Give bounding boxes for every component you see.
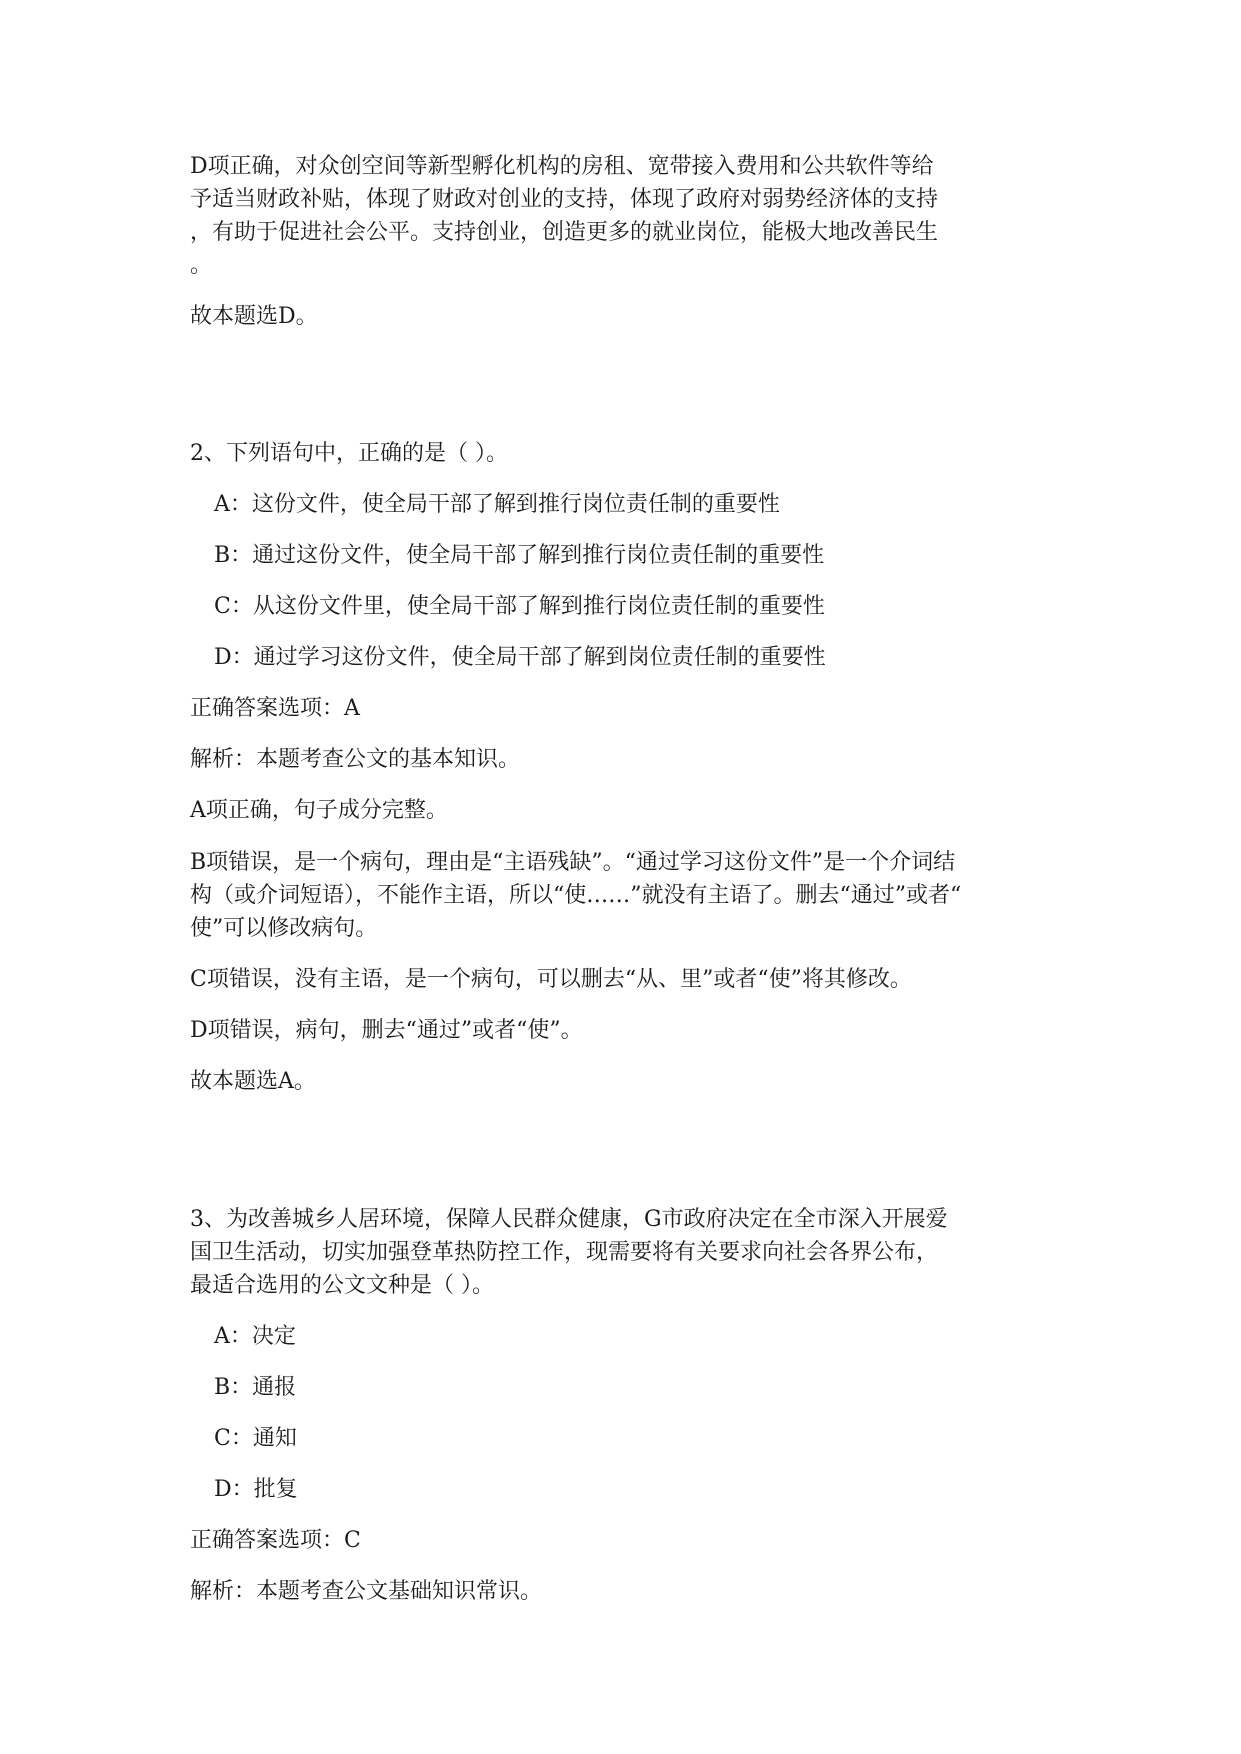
question-2-conclusion: 故本题选A。 [190,1069,316,1094]
prev-explanation-line-1: D项正确，对众创空间等新型孵化机构的房租、宽带接入费用和公共软件等给 [190,154,934,179]
prev-explanation-line-2: 予适当财政补贴，体现了财政对创业的支持，体现了政府对弱势经济体的支持 [190,187,939,212]
prev-explanation-line-4: 。 [190,253,213,278]
question-3-stem-line-2: 国卫生活动，切实加强登革热防控工作，现需要将有关要求向社会各界公布， [190,1240,939,1265]
question-3-answer: 正确答案选项：C [190,1528,361,1553]
question-3-analysis: 解析：本题考查公文基础知识常识。 [190,1579,543,1604]
question-2-item-b-line-1: B项错误，是一个病句，理由是“主语残缺”。“通过学习这份文件”是一个介词结 [190,850,956,875]
prev-explanation-line-3: ，有助于促进社会公平。支持创业，创造更多的就业岗位，能极大地改善民生 [190,220,939,245]
prev-conclusion: 故本题选D。 [190,304,318,329]
question-2-item-b-line-3: 使”可以修改病句。 [190,916,378,941]
question-3-option-a: A：决定 [214,1324,296,1349]
question-2-option-c: C：从这份文件里，使全局干部了解到推行岗位责任制的重要性 [214,594,825,619]
question-3-option-b: B：通报 [214,1375,297,1400]
question-2-answer: 正确答案选项：A [190,696,360,721]
question-2-item-c: C项错误，没有主语，是一个病句，可以删去“从、里”或者“使”将其修改。 [190,967,912,992]
question-3-option-c: C：通知 [214,1426,297,1451]
question-3-stem-line-1: 3、为改善城乡人居环境，保障人民群众健康，G市政府决定在全市深入开展爱 [190,1207,948,1232]
question-2-stem: 2、下列语句中，正确的是（ ）。 [190,441,508,466]
question-3-option-d: D：批复 [214,1477,298,1502]
question-2-analysis: 解析：本题考查公文的基本知识。 [190,747,521,772]
question-2-item-d: D项错误，病句，删去“通过”或者“使”。 [190,1018,583,1043]
question-2-option-a: A：这份文件，使全局干部了解到推行岗位责任制的重要性 [214,492,780,517]
question-2-item-a: A项正确，句子成分完整。 [190,798,448,823]
question-3-stem-line-3: 最适合选用的公文文种是（ ）。 [190,1273,494,1298]
question-2-option-d: D：通过学习这份文件，使全局干部了解到岗位责任制的重要性 [214,645,826,670]
question-2-option-b: B：通过这份文件，使全局干部了解到推行岗位责任制的重要性 [214,543,825,568]
question-2-item-b-line-2: 构（或介词短语），不能作主语，所以“使……”就没有主语了。删去“通过”或者“ [190,883,962,908]
